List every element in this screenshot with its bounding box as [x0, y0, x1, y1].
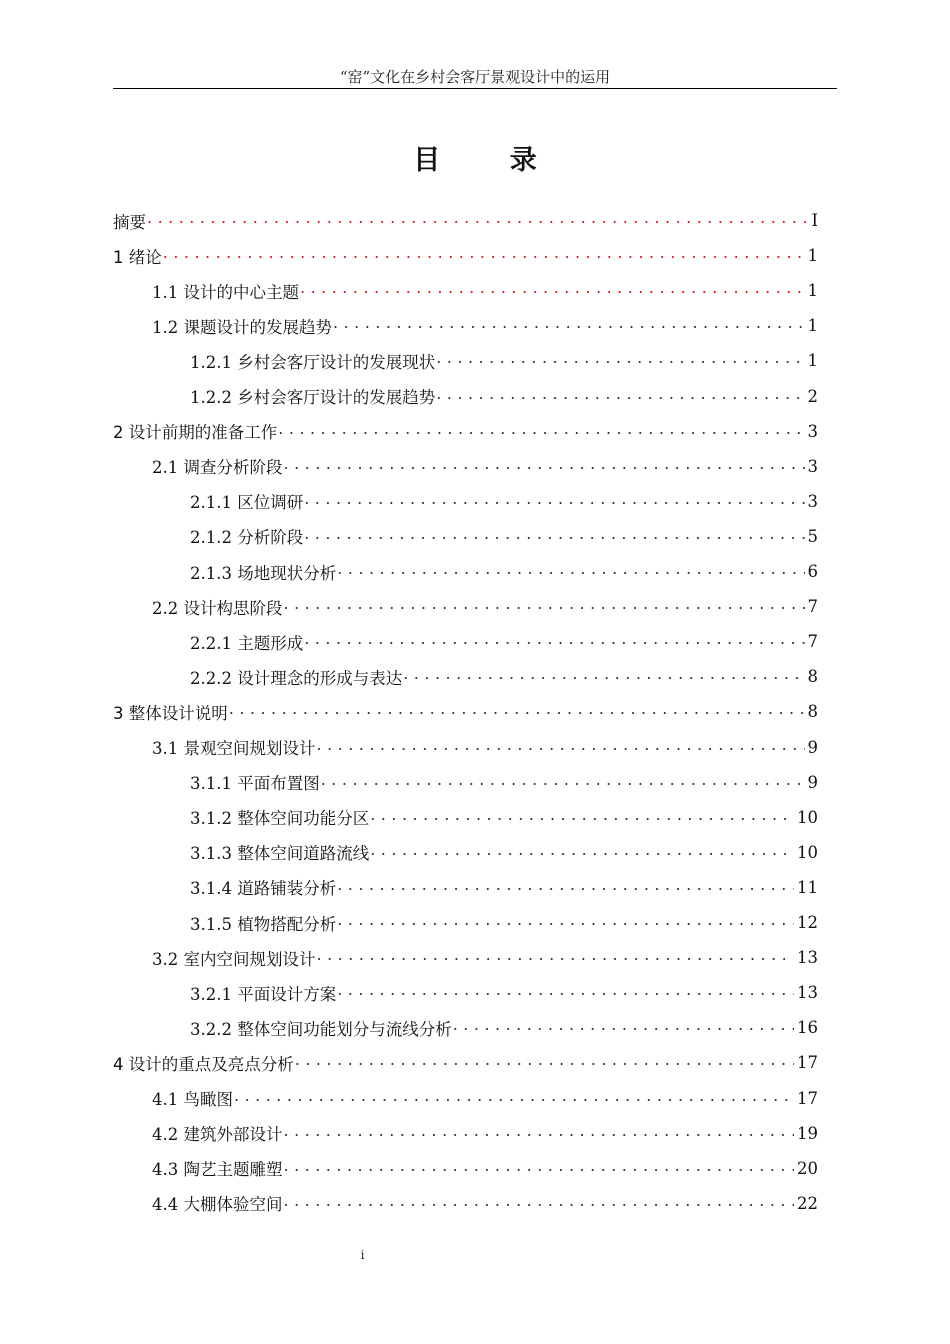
toc-entry[interactable]: [113, 1045, 818, 1080]
toc-entry-label: 1.1 设计的中心主题: [152, 282, 299, 302]
toc-leader-dots: [370, 835, 794, 870]
toc-leader-dots: [229, 694, 805, 729]
toc-entry-label: 3 整体设计说明: [113, 703, 228, 723]
toc-entry-page: 5: [807, 526, 818, 546]
toc-entry[interactable]: [113, 238, 818, 273]
toc-entry-page: 19: [797, 1123, 818, 1143]
toc-entry-label: 3.1.1 平面布置图: [190, 774, 320, 794]
toc-entry-page: 9: [807, 772, 818, 792]
toc-leader-dots: [317, 940, 795, 975]
toc-entry-label: 1.2.2 乡村会客厅设计的发展趋势: [190, 388, 436, 407]
toc-leader-dots: [337, 554, 804, 589]
toc-entry[interactable]: [113, 414, 818, 449]
toc-leader-dots: [147, 203, 808, 238]
toc-entry-label: 1.2.1 乡村会客厅设计的发展现状: [190, 352, 436, 372]
toc-entry[interactable]: [152, 449, 818, 484]
toc-entry[interactable]: [190, 519, 818, 554]
toc-entry-page: 7: [807, 632, 818, 652]
toc-entry-page: 1: [807, 316, 818, 336]
toc-entry[interactable]: [152, 273, 818, 308]
toc-entry-label: 1.2 课题设计的发展趋势: [152, 317, 332, 337]
toc-entry-label: 3.1 景观空间规划设计: [152, 739, 316, 758]
toc-entry[interactable]: [190, 659, 818, 694]
toc-leader-dots: [163, 238, 805, 273]
toc-entry-page: 8: [807, 667, 818, 687]
toc-entry[interactable]: [190, 624, 818, 659]
toc-entry-page: 22: [797, 1193, 818, 1213]
toc-entry[interactable]: [190, 554, 818, 589]
toc-entry[interactable]: [152, 1151, 818, 1186]
toc-leader-dots: [300, 273, 805, 308]
toc-leader-dots: [337, 905, 794, 940]
toc-entry-page: 10: [797, 807, 818, 827]
toc-leader-dots: [234, 1081, 794, 1116]
toc-entry-label: 摘要: [113, 212, 146, 232]
toc-entry-page: 8: [807, 702, 818, 722]
toc-entry-page: 7: [807, 597, 818, 617]
toc-entry-page: 20: [797, 1158, 818, 1178]
toc-entry-page: 16: [797, 1018, 818, 1038]
toc-entry-page: 1: [807, 246, 818, 266]
toc-entry-page: 2: [807, 386, 818, 406]
toc-entry[interactable]: [113, 694, 818, 729]
toc-leader-dots: [284, 589, 805, 624]
toc-entry[interactable]: [113, 203, 818, 238]
toc-leader-dots: [321, 765, 805, 800]
toc-entry-page: 1: [807, 351, 818, 371]
toc-entry-page: 11: [797, 877, 818, 897]
toc-entry-label: 2.2 设计构思阶段: [152, 598, 283, 618]
toc-entry-page: 1: [807, 281, 818, 301]
toc-leader-dots: [284, 1151, 795, 1186]
toc-entry[interactable]: [152, 1186, 818, 1221]
toc-entry-label: 4.1 鸟瞰图: [152, 1090, 233, 1109]
toc-leader-dots: [436, 343, 804, 378]
toc-entry-label: 2.1.1 区位调研: [190, 493, 304, 513]
toc-entry[interactable]: [190, 835, 818, 870]
toc-entry[interactable]: [190, 765, 818, 800]
toc-entry[interactable]: [190, 1010, 818, 1045]
toc-entry-label: 3.2 室内空间规划设计: [152, 949, 316, 969]
toc-leader-dots: [333, 308, 805, 343]
toc-entry-page: 13: [797, 983, 818, 1003]
toc-entry[interactable]: [190, 484, 818, 519]
toc-entry-page: 17: [797, 1053, 818, 1073]
toc-entry[interactable]: [152, 730, 818, 765]
toc-leader-dots: [370, 800, 794, 835]
toc-entry-label: 1 绪论: [113, 247, 162, 267]
running-header: “窑”文化在乡村会客厅景观设计中的运用: [339, 68, 611, 86]
toc-entry[interactable]: [152, 1116, 818, 1151]
footer-page-number: i: [360, 1248, 365, 1262]
toc-leader-dots: [304, 484, 804, 519]
toc-entry-page: 13: [797, 948, 818, 968]
toc-entry-page: 12: [797, 913, 818, 932]
toc-entry-page: 3: [807, 456, 818, 476]
toc-leader-dots: [284, 1116, 795, 1151]
toc-entry-label: 2.1.2 分析阶段: [190, 528, 304, 548]
toc-leader-dots: [436, 379, 804, 414]
toc-entry-page: 6: [807, 562, 818, 581]
header-rule: [113, 88, 837, 89]
toc-entry[interactable]: [190, 975, 818, 1010]
toc-entry-label: 3.1.4 道路铺装分析: [190, 879, 337, 899]
toc-entry-label: 3.2.2 整体空间功能划分与流线分析: [190, 1019, 452, 1039]
toc-leader-dots: [403, 659, 804, 694]
toc-entry[interactable]: [190, 870, 818, 905]
toc-entry-label: 3.1.5 植物搭配分析: [190, 914, 337, 934]
toc-leader-dots: [304, 624, 804, 659]
toc-leader-dots: [317, 730, 805, 765]
toc-leader-dots: [278, 414, 804, 449]
toc-entry[interactable]: [152, 308, 818, 343]
toc-entry-label: 2.1 调查分析阶段: [152, 458, 283, 478]
toc-entry-label: 2 设计前期的准备工作: [113, 423, 278, 443]
toc-entry[interactable]: [152, 1081, 818, 1116]
toc-entry[interactable]: [190, 800, 818, 835]
toc-leader-dots: [284, 449, 805, 484]
toc-leader-dots: [284, 1186, 795, 1221]
toc-entry-label: 2.1.3 场地现状分析: [190, 563, 337, 583]
toc-leader-dots: [337, 975, 794, 1010]
toc-entry-label: 4.2 建筑外部设计: [152, 1125, 283, 1145]
toc-entry-label: 3.1.3 整体空间道路流线: [190, 844, 370, 864]
toc-entry-label: 4.3 陶艺主题雕塑: [152, 1160, 283, 1180]
toc-entry-page: 10: [797, 842, 818, 862]
toc-entry[interactable]: [152, 940, 818, 975]
toc-leader-dots: [453, 1010, 794, 1045]
toc-entry-page: 3: [807, 421, 818, 441]
toc-leader-dots: [304, 519, 804, 554]
toc-entry-label: 4.4 大棚体验空间: [152, 1195, 283, 1215]
toc-leader-dots: [337, 870, 794, 905]
toc-entry-label: 3.2.1 平面设计方案: [190, 984, 337, 1004]
toc-entry-label: 4 设计的重点及亮点分析: [113, 1054, 294, 1074]
toc-entry-label: 2.2.2 设计理念的形成与表达: [190, 668, 403, 688]
toc-entry[interactable]: [190, 343, 818, 378]
toc-entry-label: 2.2.1 主题形成: [190, 633, 304, 653]
toc-entry-page: 17: [797, 1088, 818, 1108]
toc-leader-dots: [295, 1045, 794, 1080]
toc-entry[interactable]: [190, 379, 818, 414]
toc-entry[interactable]: [190, 905, 818, 940]
toc-entry-label: 3.1.2 整体空间功能分区: [190, 809, 370, 829]
toc-title: 目 录: [413, 145, 567, 176]
toc-entry-page: I: [811, 211, 818, 230]
toc-entry[interactable]: [152, 589, 818, 624]
toc-entry-page: 9: [807, 737, 818, 757]
toc-entry-page: 3: [807, 491, 818, 511]
